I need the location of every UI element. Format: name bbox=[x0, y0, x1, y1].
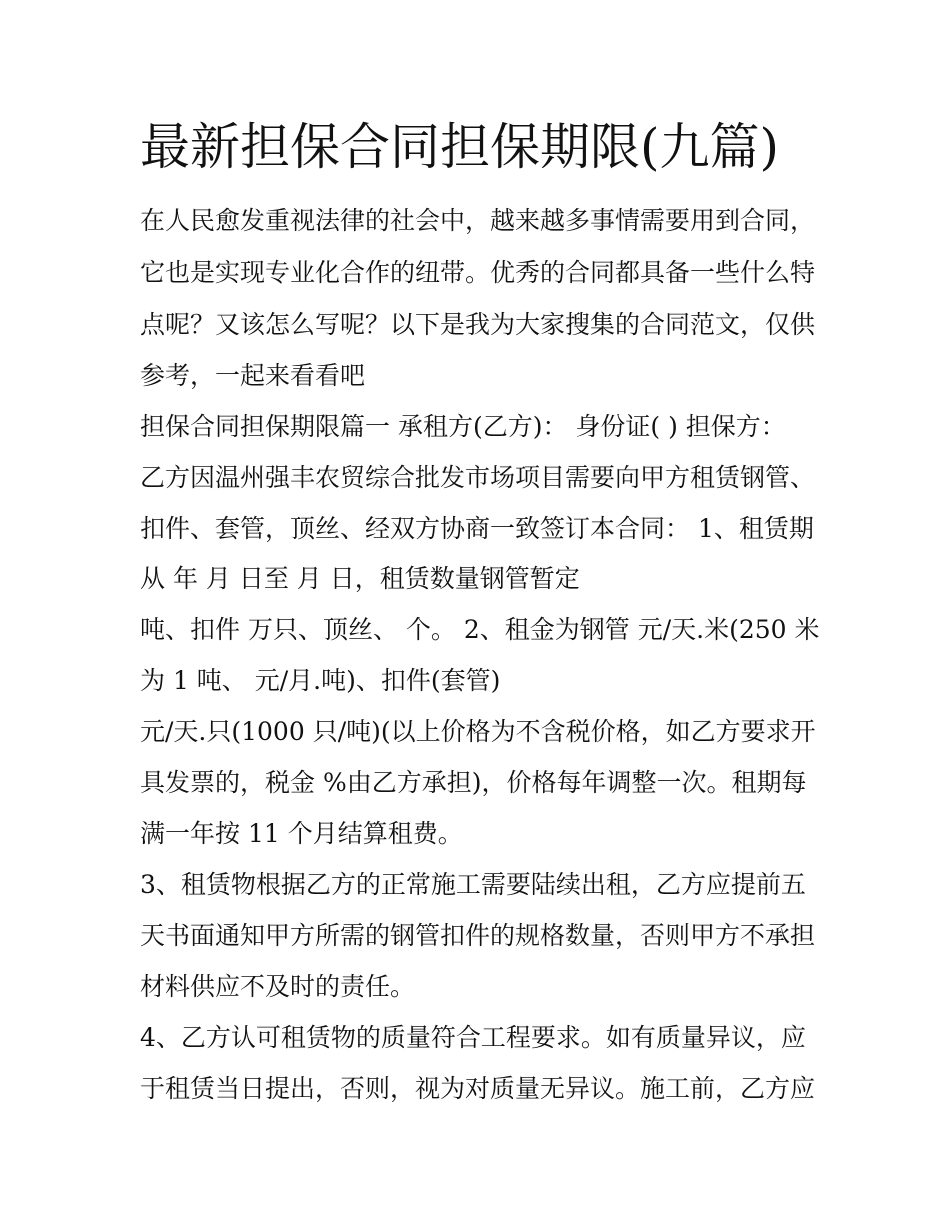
body-line-17: 4、乙方认可租赁物的质量符合工程要求。如有质量异议，应 bbox=[140, 1023, 806, 1052]
body-line-1: 在人民愈发重视法律的社会中，越来越多事情需要用到合同， bbox=[140, 206, 816, 235]
body-line-3: 点呢？又该怎么写呢？以下是我为大家搜集的合同范文，仅供 bbox=[140, 310, 816, 339]
body-line-16: 材料供应不及时的责任。 bbox=[140, 972, 416, 1001]
body-line-12: 具发票的，税金 %由乙方承担)，价格每年调整一次。租期每 bbox=[140, 768, 807, 797]
body-line-18: 于租赁当日提出，否则，视为对质量无异议。施工前，乙方应 bbox=[140, 1074, 816, 1103]
body-line-10: 为 1 吨、 元/月.吨)、扣件(套管) bbox=[140, 666, 501, 695]
body-line-6: 乙方因温州强丰农贸综合批发市场项目需要向甲方租赁钢管、 bbox=[140, 463, 816, 492]
body-line-15: 天书面通知甲方所需的钢管扣件的规格数量，否则甲方不承担 bbox=[140, 921, 816, 950]
body-line-8: 从 年 月 日至 月 日，租赁数量钢管暂定 bbox=[140, 564, 580, 593]
body-line-5: 担保合同担保期限篇一 承租方(乙方)： 身份证( ) 担保方： bbox=[140, 412, 786, 441]
body-line-13: 满一年按 11 个月结算租费。 bbox=[140, 819, 463, 848]
body-line-11: 元/天.只(1000 只/吨)(以上价格为不含税价格，如乙方要求开 bbox=[140, 717, 816, 746]
body-line-4: 参考，一起来看看吧 bbox=[140, 361, 366, 390]
body-line-14: 3、租赁物根据乙方的正常施工需要陆续出租，乙方应提前五 bbox=[140, 870, 806, 899]
body-line-9: 吨、扣件 万只、顶丝、 个。 2、租金为钢管 元/天.米(250 米 bbox=[140, 615, 820, 644]
body-line-7: 扣件、套管，顶丝、经双方协商一致签订本合同： 1、租赁期 bbox=[140, 514, 814, 543]
body-line-2: 它也是实现专业化合作的纽带。优秀的合同都具备一些什么特 bbox=[140, 258, 816, 287]
document-title: 最新担保合同担保期限(九篇) bbox=[140, 118, 780, 176]
